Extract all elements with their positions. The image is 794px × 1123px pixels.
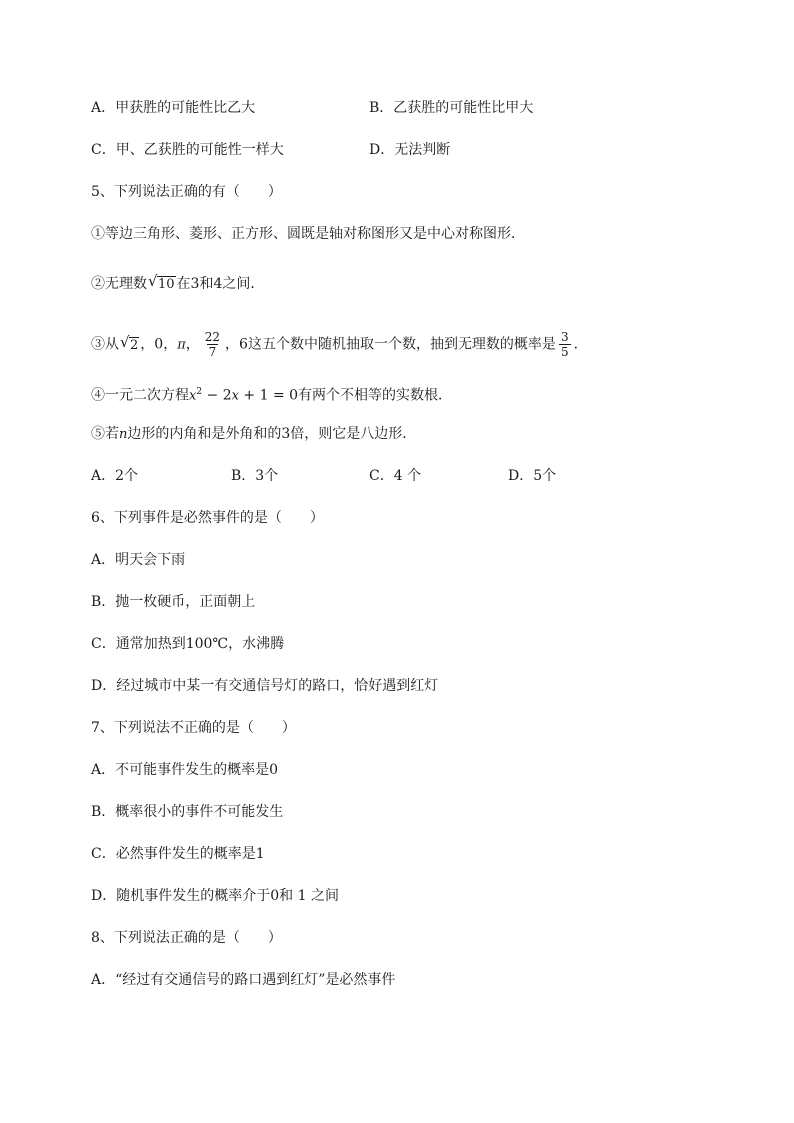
eq-x2: x bbox=[231, 388, 239, 404]
q4-option-d: D．无法判断 bbox=[369, 142, 451, 158]
q5-statement-3 bbox=[91, 330, 588, 359]
q5-stem: 5、下列说法正确的有（ ） bbox=[91, 184, 282, 200]
s5-pre: ⑤若 bbox=[91, 426, 119, 442]
q5-option-d: D．5个 bbox=[508, 468, 557, 484]
q6-stem: 6、下列事件是必然事件的是（ ） bbox=[91, 510, 324, 526]
q4-option-a: A．甲获胜的可能性比乙大 bbox=[91, 100, 256, 116]
fraction-22-7-num: 22 bbox=[204, 330, 221, 344]
fraction-3-5 bbox=[559, 330, 571, 359]
q5-statement-1: ①等边三角形、菱形、正方形、圆既是轴对称图形又是中心对称图形． bbox=[91, 226, 525, 242]
q5-option-b: B．3个 bbox=[231, 468, 279, 484]
s4-post: 有两个不相等的实数根． bbox=[298, 387, 453, 404]
q7-stem: 7、下列说法不正确的是（ ） bbox=[91, 720, 296, 736]
q5-statement-5 bbox=[91, 424, 416, 445]
eq-rest: − 2 bbox=[202, 387, 232, 404]
q5-statement-4 bbox=[91, 382, 452, 407]
q7-option-a: A．不可能事件发生的概率是0 bbox=[91, 762, 279, 778]
eq-exponent: 2 bbox=[196, 387, 203, 397]
q7-option-d: D．随机事件发生的概率介于0和 1 之间 bbox=[91, 888, 339, 904]
fraction-3-5-num: 3 bbox=[560, 330, 569, 344]
q4-option-b: B．乙获胜的可能性比甲大 bbox=[369, 100, 534, 116]
eq-x1: x bbox=[189, 388, 197, 404]
s4-pre: ④一元二次方程 bbox=[91, 387, 189, 404]
q8-option-a: A．“经过有交通信号的路口遇到红灯”是必然事件 bbox=[91, 972, 396, 988]
q4-option-c: C．甲、乙获胜的可能性一样大 bbox=[91, 142, 284, 158]
var-n: n bbox=[119, 427, 128, 442]
fraction-22-7-den: 7 bbox=[208, 345, 217, 359]
s5-post: 边形的内角和是外角和的3倍，则它是八边形． bbox=[127, 426, 417, 442]
sqrt-2: √ 2 bbox=[120, 332, 139, 353]
q6-option-b: B．抛一枚硬币，正面朝上 bbox=[91, 594, 256, 610]
s3-sep1: ，0， bbox=[140, 336, 178, 353]
sqrt-10: √ 10 bbox=[148, 272, 175, 292]
q8-stem: 8、下列说法正确的是（ ） bbox=[91, 930, 282, 946]
q6-option-a: A．明天会下雨 bbox=[91, 552, 186, 568]
q5-option-a: A．2个 bbox=[91, 468, 139, 484]
q6-option-c: C．通常加热到100℃，水沸腾 bbox=[91, 636, 285, 652]
q5-option-c: C．4 个 bbox=[369, 468, 422, 484]
fraction-22-7 bbox=[203, 330, 222, 359]
fraction-3-5-den: 5 bbox=[560, 345, 569, 359]
eq-end: + 1 = 0 bbox=[238, 387, 299, 404]
s2-post: 在3和4之间． bbox=[176, 276, 265, 292]
s3-pre: ③从 bbox=[91, 336, 119, 353]
q6-option-d: D．经过城市中某一有交通信号灯的路口，恰好遇到红灯 bbox=[91, 678, 439, 694]
s3-post: ． bbox=[573, 336, 588, 353]
q5-statement-2 bbox=[91, 274, 264, 295]
sqrt-10-radicand: 10 bbox=[158, 277, 175, 292]
sqrt-2-radicand: 2 bbox=[130, 337, 139, 353]
q7-option-b: B．概率很小的事件不可能发生 bbox=[91, 804, 284, 820]
s3-sep2: ， bbox=[185, 336, 200, 353]
s2-pre: ②无理数 bbox=[91, 276, 147, 292]
s3-mid: ，6这五个数中随机抽取一个数，抽到无理数的概率是 bbox=[225, 336, 556, 353]
q7-option-c: C．必然事件发生的概率是1 bbox=[91, 846, 265, 862]
pi-symbol: π bbox=[177, 337, 186, 353]
